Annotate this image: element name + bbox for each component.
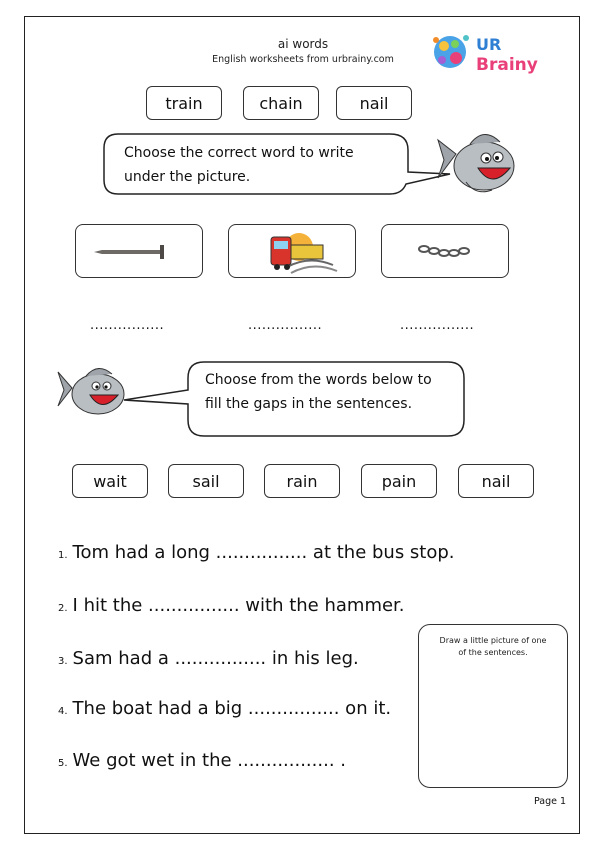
drawing-box-instruction: Draw a little picture of one of the sentences. [439, 636, 547, 657]
sentence-3: 3. Sam had a ................ in his leg. [58, 648, 359, 669]
logo-text-top: UR [476, 35, 502, 54]
answer-blank-1[interactable]: ................ [90, 318, 165, 333]
chain-icon [382, 225, 510, 279]
word-box-rain: rain [264, 464, 340, 498]
sentence-2: 2. I hit the ................ with the hammer. [58, 595, 405, 616]
drawing-box[interactable] [418, 624, 568, 788]
page-number: Page 1 [534, 796, 567, 807]
instruction-2-text: Choose from the words below to fill the gaps in the sentences. [205, 372, 432, 412]
nail-icon [76, 225, 204, 279]
word-box-sail: sail [168, 464, 244, 498]
sentence-1: 1. Tom had a long ................ at the bus stop. [58, 542, 455, 563]
logo-text-bottom: Brainy [476, 55, 538, 75]
picture-box-train [228, 224, 356, 278]
sentence-5: 5. We got wet in the ................. . [58, 750, 346, 771]
urbrainy-logo [428, 30, 550, 78]
word-box-wait: wait [72, 464, 148, 498]
answer-blank-2[interactable]: ................ [248, 318, 323, 333]
answer-blank-3[interactable]: ................ [400, 318, 475, 333]
word-box-train: train [146, 86, 222, 120]
fish-mascot-icon [436, 120, 522, 200]
word-box-nail: nail [458, 464, 534, 498]
worksheet-subtitle: English worksheets from urbrainy.com [212, 54, 394, 65]
picture-box-nail [75, 224, 203, 278]
picture-box-chain [381, 224, 509, 278]
instruction-1-text: Choose the correct word to write under the picture. [124, 145, 354, 185]
word-box-chain: chain [243, 86, 319, 120]
worksheet-title: ai words [277, 37, 329, 51]
train-icon [229, 225, 357, 279]
word-box-nail: nail [336, 86, 412, 120]
sentence-4: 4. The boat had a big ................ on it. [58, 698, 392, 719]
word-box-pain: pain [361, 464, 437, 498]
